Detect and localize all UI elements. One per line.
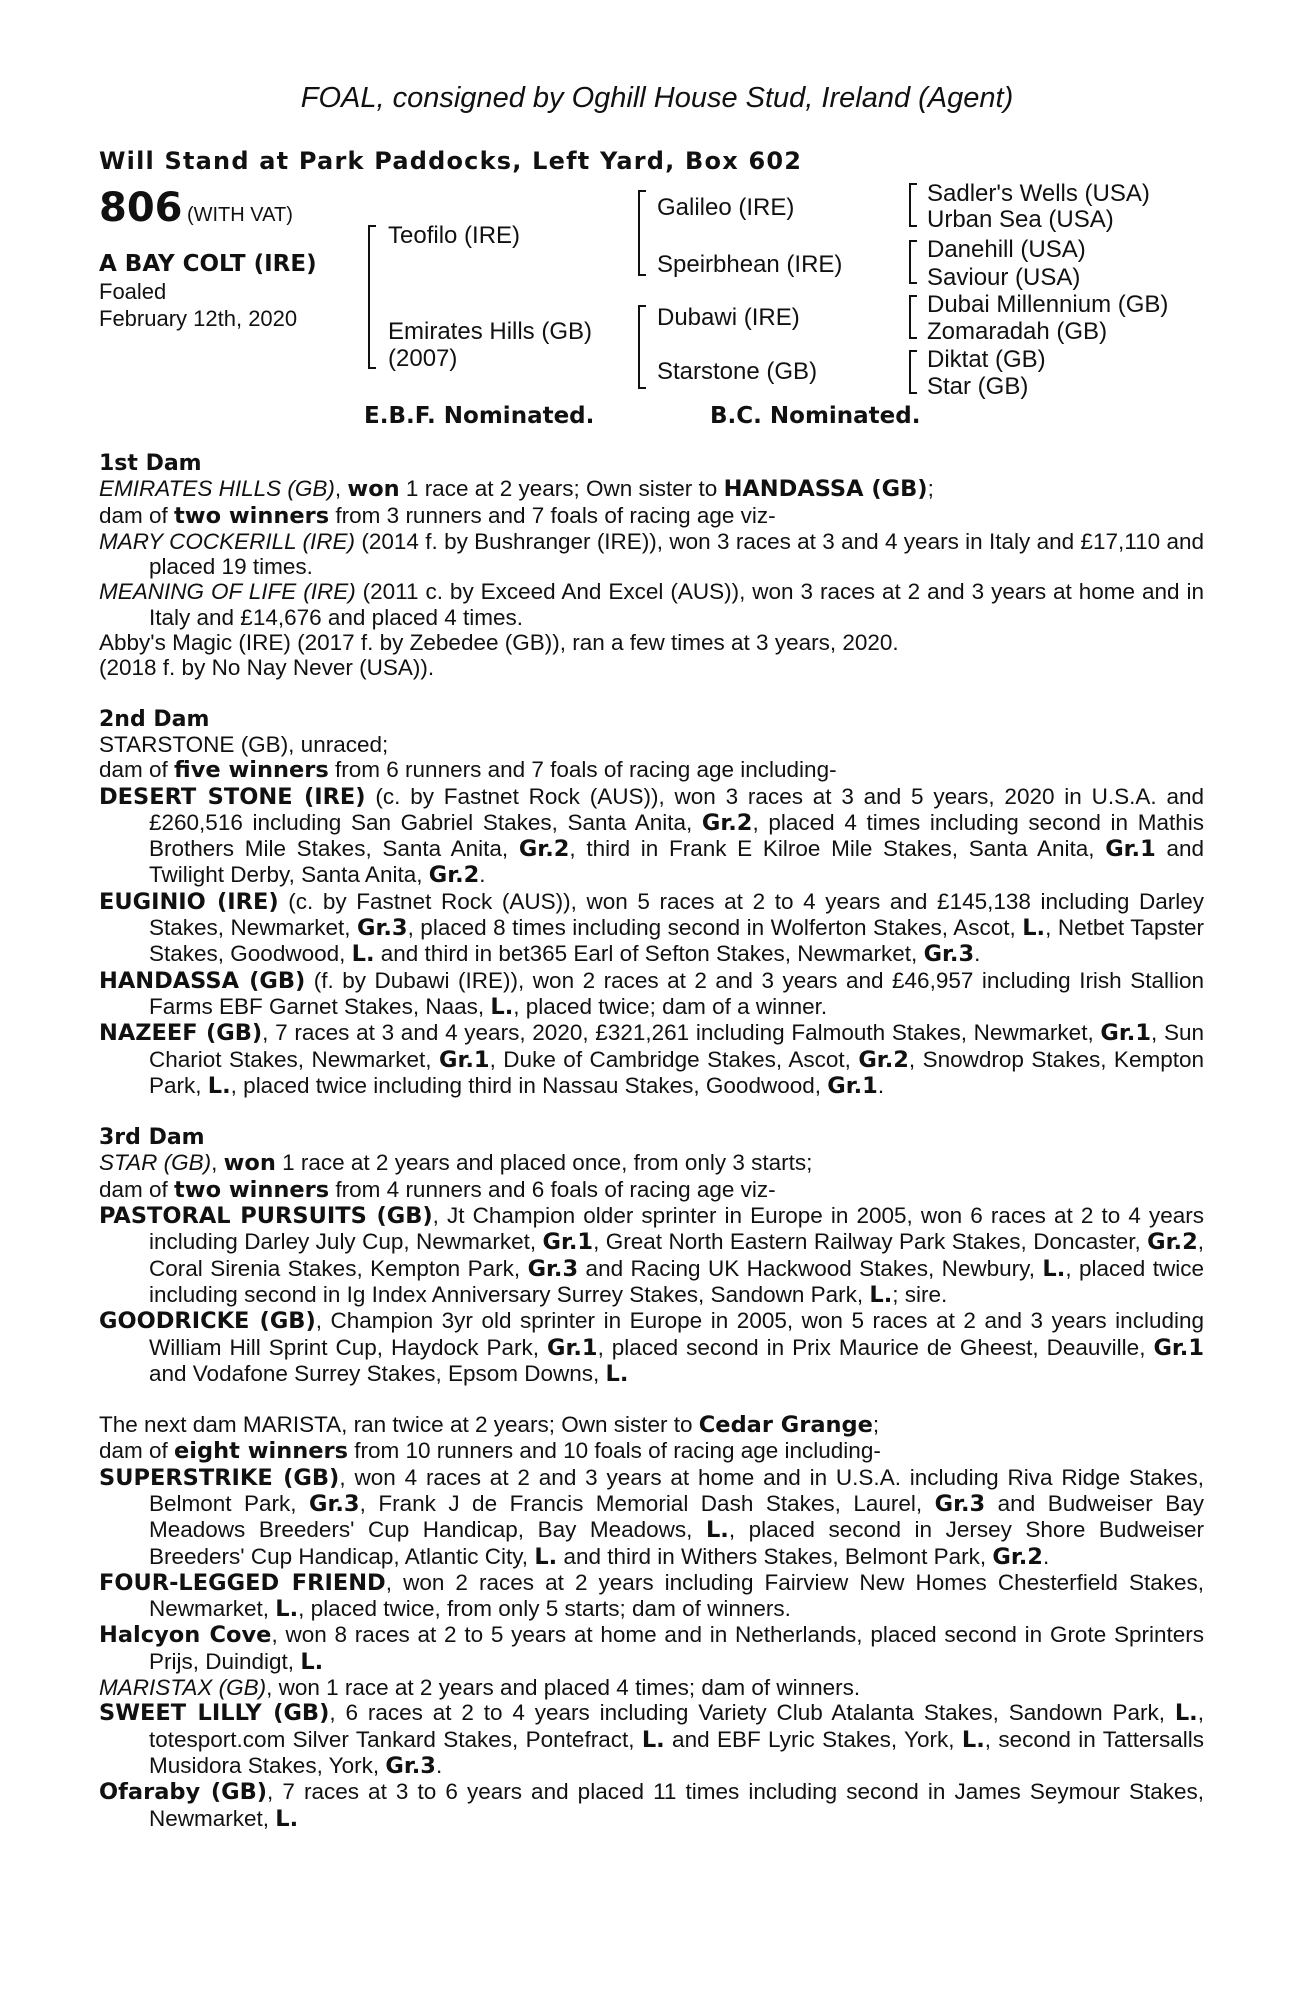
pedigree-sire-dam: Speirbhean (IRE) xyxy=(657,251,843,278)
foaled-date: February 12th, 2020 xyxy=(99,306,298,331)
brace-dd xyxy=(909,350,917,394)
vat-label: (WITH VAT) xyxy=(186,204,293,226)
pedigree-dam-year: (2007) xyxy=(388,345,458,372)
pedigree-ssd: Urban Sea (USA) xyxy=(927,206,1114,233)
pedigree-sire: Teofilo (IRE) xyxy=(388,222,521,249)
brace-sire-dam xyxy=(368,225,376,369)
brace-sire-line xyxy=(638,190,646,276)
section-heading-third-dam: 3rd Dam xyxy=(99,1125,205,1151)
catalogue-text: 1st Dam EMIRATES HILLS (GB), won 1 race at 2 years; Own sister to HANDASSA (GB); dam of two winners from 3 runners and 7 foals of racing age viz- MARY COCKERILL (IRE) (2014 f. by Bushranger (IRE)), won 3 races at 3 and 4 years in Italy and £17,110 and placed 19 times. MEANING OF LIFE (IRE) (2011 c. by Exceed And Excel (AUS)), won 3 races at 2 and 3 years at home and in Italy and £14,676 and placed 4 times. Abby's Magic (IRE) (2017 f. by Zebedee (GB)), ran a few times at 3 years, 2020. (2018 f. by No Nay Never (USA)). 2nd Dam STARSTONE (GB), unraced; dam of five winners from 6 runners and 7 foals of racing age including- DESERT STONE (IRE) (c. by Fastnet Rock (AUS)), won 3 races at 3 and 5 years, 2020 in U.S.A. and £260,516 including San Gabriel Stakes, Santa Anita, Gr.2, placed 4 times including second in Mathis Brothers Mile Stakes, Santa Anita, Gr.2, third in Frank E Kilroe Mile Stakes, Santa Anita, Gr.1 and Twilight Derby, Santa Anita, Gr.2. EUGINIO (IRE) (c. by Fastnet Rock (AUS)), won 5 races at 2 to 4 years and £145,138 including Darley Stakes, Newmarket, Gr.3, placed 8 times including second in Wolferton Stakes, Ascot, L., Netbet Tapster Stakes, Goodwood, L. and third in bet365 Earl of Sefton Stakes, Newmarket, Gr.3. HANDASSA (GB) (f. by Dubawi (IRE)), won 2 races at 2 and 3 years and £46,957 including Irish Stallion Farms EBF Garnet Stakes, Naas, L., placed twice; dam of a winner. NAZEEF (GB), 7 races at 3 and 4 years, 2020, £321,261 including Falmouth Stakes, Newmarket, Gr.1, Sun Chariot Stakes, Newmarket, Gr.1, Duke of Cambridge Stakes, Ascot, Gr.2, Snowdrop Stakes, Kempton Park, L., placed twice including third in Nassau Stakes, Goodwood, Gr.1. 3rd Dam STAR (GB), won 1 race at 2 years and placed once, from only 3 starts; dam of two winners from 4 runners and 6 foals of racing age viz- PASTORAL PURSUITS (GB), Jt Champion older sprinter in Europe in 2005, won 6 races at 2 to 4 years including Darley July Cup, Newmarket, Gr.1, Great North Eastern Railway Park Stakes, Doncaster, Gr.2, Coral Sirenia Stakes, Kempton Park, Gr.3 and Racing UK Hackwood Stakes, Newbury, L., placed twice including second in Ig Index Anniversary Surrey Stakes, Sandown Park, L.; sire. GOODRICKE (GB), Champion 3yr old sprinter in Europe in 2005, won 5 races at 2 and 3 years including William Hill Sprint Cup, Haydock Park, Gr.1, placed second in Prix Maurice de Gheest, Deauville, Gr.1 and Vodafone Surrey Stakes, Epsom Downs, L. The next dam MARISTA, ran twice at 2 years; Own sister to Cedar Grange; dam of eight winners from 10 runners and 10 foals of racing age including- SUPERSTRIKE (GB), won 4 races at 2 and 3 years at home and in U.S.A. including Riva Ridge Stakes, Belmont Park, Gr.3, Frank J de Francis Memorial Dash Stakes, Laurel, Gr.3 and Budweiser Bay Meadows Breeders' Cup Handicap, Bay Meadows, L., placed second in Jersey Shore Budweiser Breeders' Cup Handicap, Atlantic City, L. and third in Withers Stakes, Belmont Park, Gr.2. FOUR-LEGGED FRIEND, won 2 races at 2 years including Fairview New Homes Chesterfield Stakes, Newmarket, L., placed twice, from only 5 starts; dam of winners. Halcyon Cove, won 8 races at 2 to 5 years at home and in Netherlands, placed second in Grote Sprinters Prijs, Duindigt, L. MARISTAX (GB), won 1 race at 2 years and placed 4 times; dam of winners. SWEET LILLY (GB), 6 races at 2 to 4 years including Variety Club Atalanta Stakes, Sandown Park, L., totesport.com Silver Tankard Stakes, Pontefract, L. and EBF Lyric Stakes, York, L., second in Tattersalls Musidora Stakes, York, Gr.3. Ofaraby (GB), 7 races at 3 to 6 years and placed 11 times including second in James Seymour Stakes, Newmarket, L. xyxy=(99,451,1205,1832)
pedigree-sss: Sadler's Wells (USA) xyxy=(927,180,1150,207)
stand-location: Will Stand at Park Paddocks, Left Yard, Box 602 xyxy=(99,147,803,175)
pedigree-dam-sire: Dubawi (IRE) xyxy=(657,304,800,331)
pedigree-sdd: Saviour (USA) xyxy=(927,264,1081,291)
lot-number: 806 xyxy=(99,185,183,231)
section-heading-first-dam: 1st Dam xyxy=(99,451,202,476)
pedigree-sds: Danehill (USA) xyxy=(927,236,1086,263)
pedigree-dss: Dubai Millennium (GB) xyxy=(927,291,1169,318)
pedigree-dds: Diktat (GB) xyxy=(927,346,1046,373)
brace-ds xyxy=(909,295,917,339)
brace-sd xyxy=(909,240,917,284)
ebf-nominated: E.B.F. Nominated. xyxy=(364,403,595,429)
bc-nominated: B.C. Nominated. xyxy=(710,403,921,429)
brace-ss xyxy=(909,183,917,227)
consignment-title: FOAL, consigned by Oghill House Stud, Ireland (Agent) xyxy=(300,82,1014,114)
pedigree-ddd: Star (GB) xyxy=(927,373,1029,400)
pedigree-dam-dam: Starstone (GB) xyxy=(657,358,818,385)
lot-number-line xyxy=(99,185,293,231)
horse-name: A BAY COLT (IRE) xyxy=(99,251,317,277)
brace-dam-line xyxy=(638,305,646,389)
pedigree-dam: Emirates Hills (GB) xyxy=(388,318,593,345)
pedigree-sire-sire: Galileo (IRE) xyxy=(657,194,795,221)
section-heading-second-dam: 2nd Dam xyxy=(99,706,210,732)
foaled-label: Foaled xyxy=(99,279,167,304)
pedigree-dsd: Zomaradah (GB) xyxy=(927,318,1108,345)
